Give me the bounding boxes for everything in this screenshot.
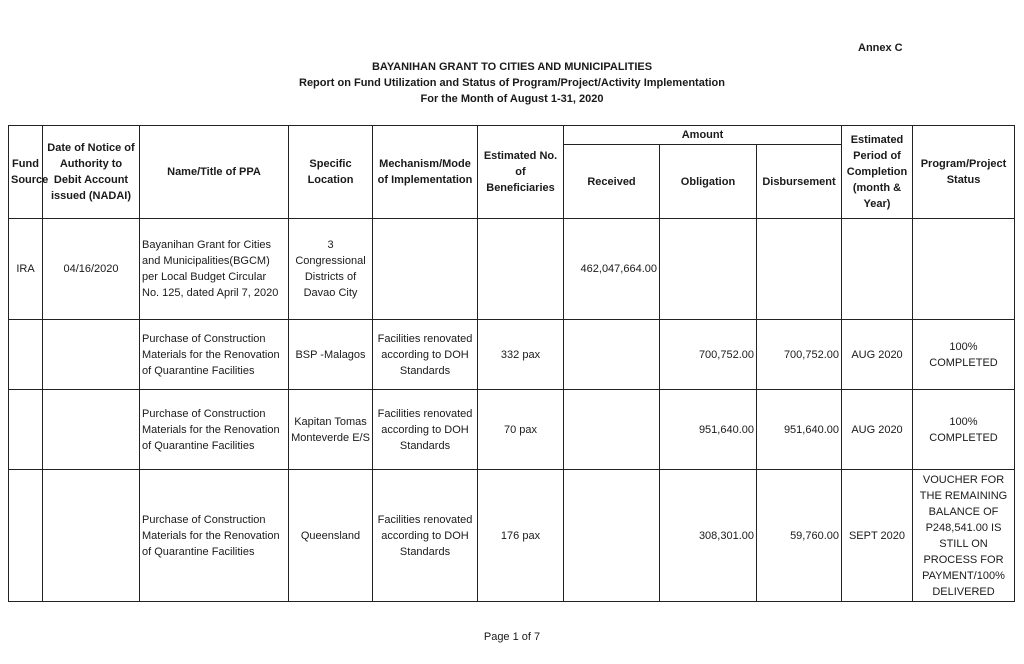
- cell-mechanism: [373, 219, 478, 320]
- fund-utilization-table: [8, 125, 1015, 602]
- header-disbursement: Disbursement: [757, 145, 842, 219]
- cell-received: [564, 470, 660, 602]
- cell-mechanism: Facilities renovated according to DOH Standards: [373, 390, 478, 470]
- table-row: [9, 219, 1015, 320]
- page-number: Page 1 of 7: [483, 631, 541, 643]
- cell-name: Purchase of Construction Materials for the Renovation of Quarantine Facilities: [140, 470, 289, 602]
- cell-obligation: 951,640.00: [660, 390, 757, 470]
- cell-status: [913, 219, 1015, 320]
- cell-location: Queensland: [289, 470, 373, 602]
- header-amount: Amount: [564, 126, 842, 145]
- header-status: Program/Project Status: [913, 126, 1015, 219]
- cell-beneficiaries: 70 pax: [478, 390, 564, 470]
- cell-status: 100% COMPLETED: [913, 390, 1015, 470]
- cell-fund-source: IRA: [9, 219, 43, 320]
- cell-received: 462,047,664.00: [564, 219, 660, 320]
- header-date-notice: Date of Notice of Authority to Debit Account issued (NADAI): [43, 126, 140, 219]
- cell-date: [43, 470, 140, 602]
- cell-name: Bayanihan Grant for Cities and Municipalities(BGCM) per Local Budget Circular No. 125, dated April 7, 2020: [140, 219, 289, 320]
- cell-completion: AUG 2020: [842, 390, 913, 470]
- cell-beneficiaries: 176 pax: [478, 470, 564, 602]
- cell-date: [43, 320, 140, 390]
- cell-completion: [842, 219, 913, 320]
- table-row: [9, 320, 1015, 390]
- header-name-ppa: Name/Title of PPA: [140, 126, 289, 219]
- cell-status: 100% COMPLETED: [913, 320, 1015, 390]
- cell-mechanism: Facilities renovated according to DOH Standards: [373, 470, 478, 602]
- cell-received: [564, 320, 660, 390]
- annex-label: Annex C: [858, 42, 903, 54]
- cell-obligation: 700,752.00: [660, 320, 757, 390]
- cell-completion: AUG 2020: [842, 320, 913, 390]
- cell-disbursement: 700,752.00: [757, 320, 842, 390]
- header-obligation: Obligation: [660, 145, 757, 219]
- cell-completion: SEPT 2020: [842, 470, 913, 602]
- header-received: Received: [564, 145, 660, 219]
- cell-name: Purchase of Construction Materials for the Renovation of Quarantine Facilities: [140, 390, 289, 470]
- cell-beneficiaries: [478, 219, 564, 320]
- cell-location: 3 Congressional Districts of Davao City: [289, 219, 373, 320]
- cell-status: VOUCHER FOR THE REMAINING BALANCE OF P248,541.00 IS STILL ON PROCESS FOR PAYMENT/100% DELIVERED: [913, 470, 1015, 602]
- cell-obligation: 308,301.00: [660, 470, 757, 602]
- header-mechanism: Mechanism/Mode of Implementation: [373, 126, 478, 219]
- cell-location: Kapitan Tomas Monteverde E/S: [289, 390, 373, 470]
- report-subtitle: Report on Fund Utilization and Status of Program/Project/Activity Implementation: [299, 77, 725, 89]
- table-row: [9, 470, 1015, 602]
- header-completion: Estimated Period of Completion (month & Year): [842, 126, 913, 219]
- cell-disbursement: [757, 219, 842, 320]
- cell-disbursement: 951,640.00: [757, 390, 842, 470]
- cell-fund-source: [9, 390, 43, 470]
- cell-obligation: [660, 219, 757, 320]
- report-title: BAYANIHAN GRANT TO CITIES AND MUNICIPALITIES: [371, 61, 653, 73]
- cell-fund-source: [9, 320, 43, 390]
- table-row: [9, 390, 1015, 470]
- cell-disbursement: 59,760.00: [757, 470, 842, 602]
- cell-fund-source: [9, 470, 43, 602]
- cell-mechanism: Facilities renovated according to DOH Standards: [373, 320, 478, 390]
- header-location: Specific Location: [289, 126, 373, 219]
- cell-received: [564, 390, 660, 470]
- cell-date: [43, 390, 140, 470]
- report-period: For the Month of August 1-31, 2020: [420, 93, 604, 105]
- cell-beneficiaries: 332 pax: [478, 320, 564, 390]
- cell-location: BSP -Malagos: [289, 320, 373, 390]
- cell-date: 04/16/2020: [43, 219, 140, 320]
- report-title-block: [0, 59, 1024, 107]
- cell-name: Purchase of Construction Materials for the Renovation of Quarantine Facilities: [140, 320, 289, 390]
- header-fund-source: Fund Source: [9, 126, 43, 219]
- header-beneficiaries: Estimated No. of Beneficiaries: [478, 126, 564, 219]
